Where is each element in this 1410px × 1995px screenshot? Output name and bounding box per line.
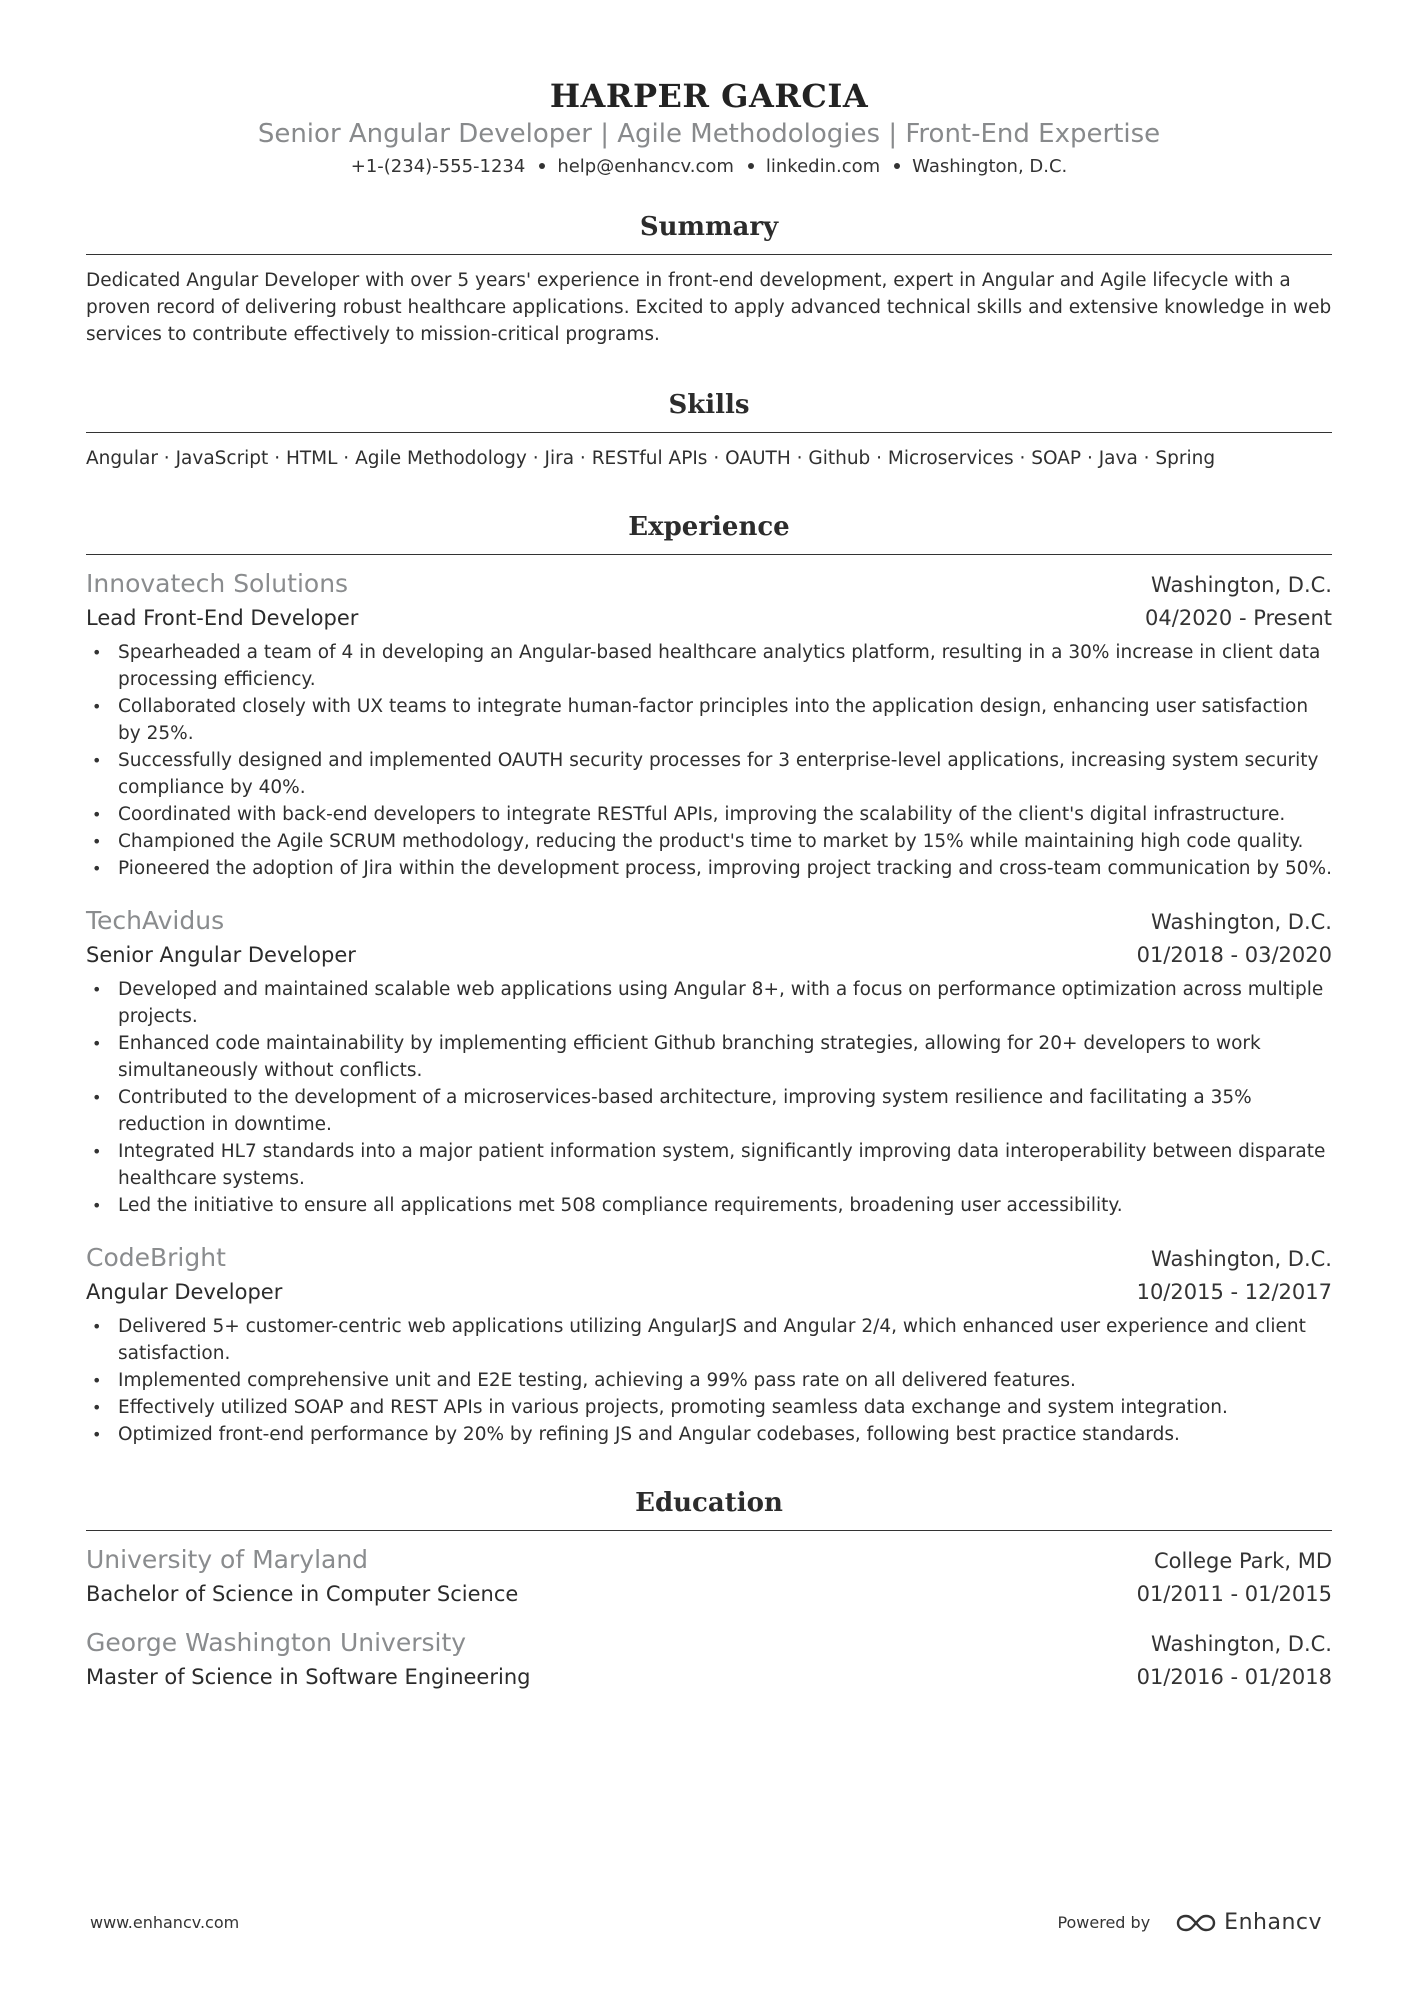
dot-separator-icon <box>748 163 754 169</box>
entry-role-row <box>86 1276 1332 1308</box>
achievement-item: • Coordinated with back-end developers to integrate RESTful APIs, improving the scalability of the client's digital infrastructure. <box>86 801 1332 828</box>
experience-section <box>86 510 1332 1448</box>
school-location: College Park, MD <box>1153 1549 1332 1573</box>
infinity-logo-icon <box>1176 1912 1216 1934</box>
achievement-item: • Championed the Agile SCRUM methodology, reducing the product's time to market by 15% while maintaining high code quality. <box>86 828 1332 855</box>
dot-separator-icon <box>539 163 545 169</box>
company-name: TechAvidus <box>86 906 225 935</box>
education-entry <box>86 1543 1332 1610</box>
achievement-item: • Integrated HL7 standards into a major patient information system, significantly improving data interoperability between disparate healthcare systems. <box>86 1138 1332 1192</box>
skills-list: Angular · JavaScript · HTML · Agile Methodology · Jira · RESTful APIs · OAUTH · Github · Microservices · SOAP · Java · Spring <box>86 448 1216 469</box>
phone: +1-(234)-555-1234 <box>350 156 526 177</box>
education-dates: 01/2011 - 01/2015 <box>1136 1582 1332 1606</box>
experience-entry <box>86 1241 1332 1448</box>
entry-role-row <box>86 602 1332 634</box>
achievement-item: • Successfully designed and implemented OAUTH security processes for 3 enterprise-level applications, increasing system security compliance by 40%. <box>86 747 1332 801</box>
achievement-list <box>86 976 1332 1219</box>
page-footer <box>90 1910 1322 1935</box>
footer-site-link[interactable]: www.enhancv.com <box>90 1913 240 1932</box>
job-location: Washington, D.C. <box>1151 573 1332 597</box>
header-location: Washington, D.C. <box>912 156 1068 177</box>
achievement-item: • Delivered 5+ customer-centric web applications utilizing AngularJS and Angular 2/4, which enhanced user experience and client satisfaction. <box>86 1313 1332 1367</box>
candidate-name: HARPER GARCIA <box>549 77 869 115</box>
resume-page <box>86 0 1332 1995</box>
entry-degree-row <box>86 1661 1332 1693</box>
education-entry <box>86 1626 1332 1693</box>
entry-header-row <box>86 567 1332 602</box>
education-dates: 01/2016 - 01/2018 <box>1136 1665 1332 1689</box>
experience-entry <box>86 904 1332 1219</box>
entry-header-row <box>86 1626 1332 1661</box>
achievement-item: • Contributed to the development of a microservices-based architecture, improving system resilience and facilitating a 35% reduction in downtime. <box>86 1084 1332 1138</box>
job-location: Washington, D.C. <box>1151 910 1332 934</box>
school-name: George Washington University <box>86 1628 467 1657</box>
brand-name: Enhancv <box>1224 1910 1322 1935</box>
candidate-headline: Senior Angular Developer | Agile Methodologies | Front-End Expertise <box>257 119 1161 149</box>
achievement-item: • Spearheaded a team of 4 in developing an Angular-based healthcare analytics platform, resulting in a 30% increase in client data processing efficiency. <box>86 639 1332 693</box>
resume-header <box>86 0 1332 180</box>
achievement-list <box>86 639 1332 882</box>
achievement-item: • Collaborated closely with UX teams to integrate human-factor principles into the application design, enhancing user satisfaction by 25%. <box>86 693 1332 747</box>
achievement-item: • Led the initiative to ensure all applications met 508 compliance requirements, broadening user accessibility. <box>86 1192 1332 1219</box>
job-title: Senior Angular Developer <box>86 943 356 967</box>
school-location: Washington, D.C. <box>1151 1632 1332 1656</box>
powered-by-label: Powered by <box>1057 1913 1151 1932</box>
enhancv-logo[interactable] <box>1176 1910 1322 1935</box>
dot-separator-icon <box>894 163 900 169</box>
skills-section <box>86 388 1332 472</box>
company-name: CodeBright <box>86 1243 226 1272</box>
contact-line <box>86 154 1332 180</box>
achievement-item: • Enhanced code maintainability by implementing efficient Github branching strategies, allowing for 20+ developers to work simultaneously without conflicts. <box>86 1030 1332 1084</box>
experience-entry <box>86 567 1332 882</box>
job-dates: 10/2015 - 12/2017 <box>1136 1280 1332 1304</box>
achievement-item: • Developed and maintained scalable web applications using Angular 8+, with a focus on performance optimization across multiple projects. <box>86 976 1332 1030</box>
achievement-list <box>86 1313 1332 1448</box>
job-dates: 01/2018 - 03/2020 <box>1136 943 1332 967</box>
degree: Bachelor of Science in Computer Science <box>86 1582 519 1606</box>
company-name: Innovatech Solutions <box>86 569 349 598</box>
achievement-item: • Pioneered the adoption of Jira within the development process, improving project tracking and cross-team communication by 50%. <box>86 855 1332 882</box>
summary-section <box>86 210 1332 348</box>
achievement-item: • Implemented comprehensive unit and E2E testing, achieving a 99% pass rate on all delivered features. <box>86 1367 1332 1394</box>
achievement-item: • Effectively utilized SOAP and REST APIs in various projects, promoting seamless data exchange and system integration. <box>86 1394 1332 1421</box>
section-title-summary: Summary <box>86 210 1332 255</box>
section-title-experience: Experience <box>86 510 1332 555</box>
section-title-education: Education <box>86 1486 1332 1531</box>
email-link[interactable]: help@enhancv.com <box>557 156 734 177</box>
job-title: Lead Front-End Developer <box>86 606 359 630</box>
entry-header-row <box>86 904 1332 939</box>
degree: Master of Science in Software Engineering <box>86 1665 531 1689</box>
achievement-item: • Optimized front-end performance by 20% by refining JS and Angular codebases, following best practice standards. <box>86 1421 1332 1448</box>
linkedin-link[interactable]: linkedin.com <box>765 156 881 177</box>
job-dates: 04/2020 - Present <box>1145 606 1332 630</box>
powered-by <box>1057 1910 1322 1935</box>
entry-degree-row <box>86 1578 1332 1610</box>
education-section <box>86 1486 1332 1693</box>
job-location: Washington, D.C. <box>1151 1247 1332 1271</box>
entry-role-row <box>86 939 1332 971</box>
section-title-skills: Skills <box>86 388 1332 433</box>
entry-header-row <box>86 1543 1332 1578</box>
school-name: University of Maryland <box>86 1545 369 1574</box>
job-title: Angular Developer <box>86 1280 283 1304</box>
summary-text: Dedicated Angular Developer with over 5 years' experience in front-end development, expert in Angular and Agile lifecycle with a proven record of delivering robust healthcare applications. Excited to apply advanced technical skills and extensive knowledge in web services to contribute effectively to mission-critical programs. <box>86 270 1332 345</box>
entry-header-row <box>86 1241 1332 1276</box>
